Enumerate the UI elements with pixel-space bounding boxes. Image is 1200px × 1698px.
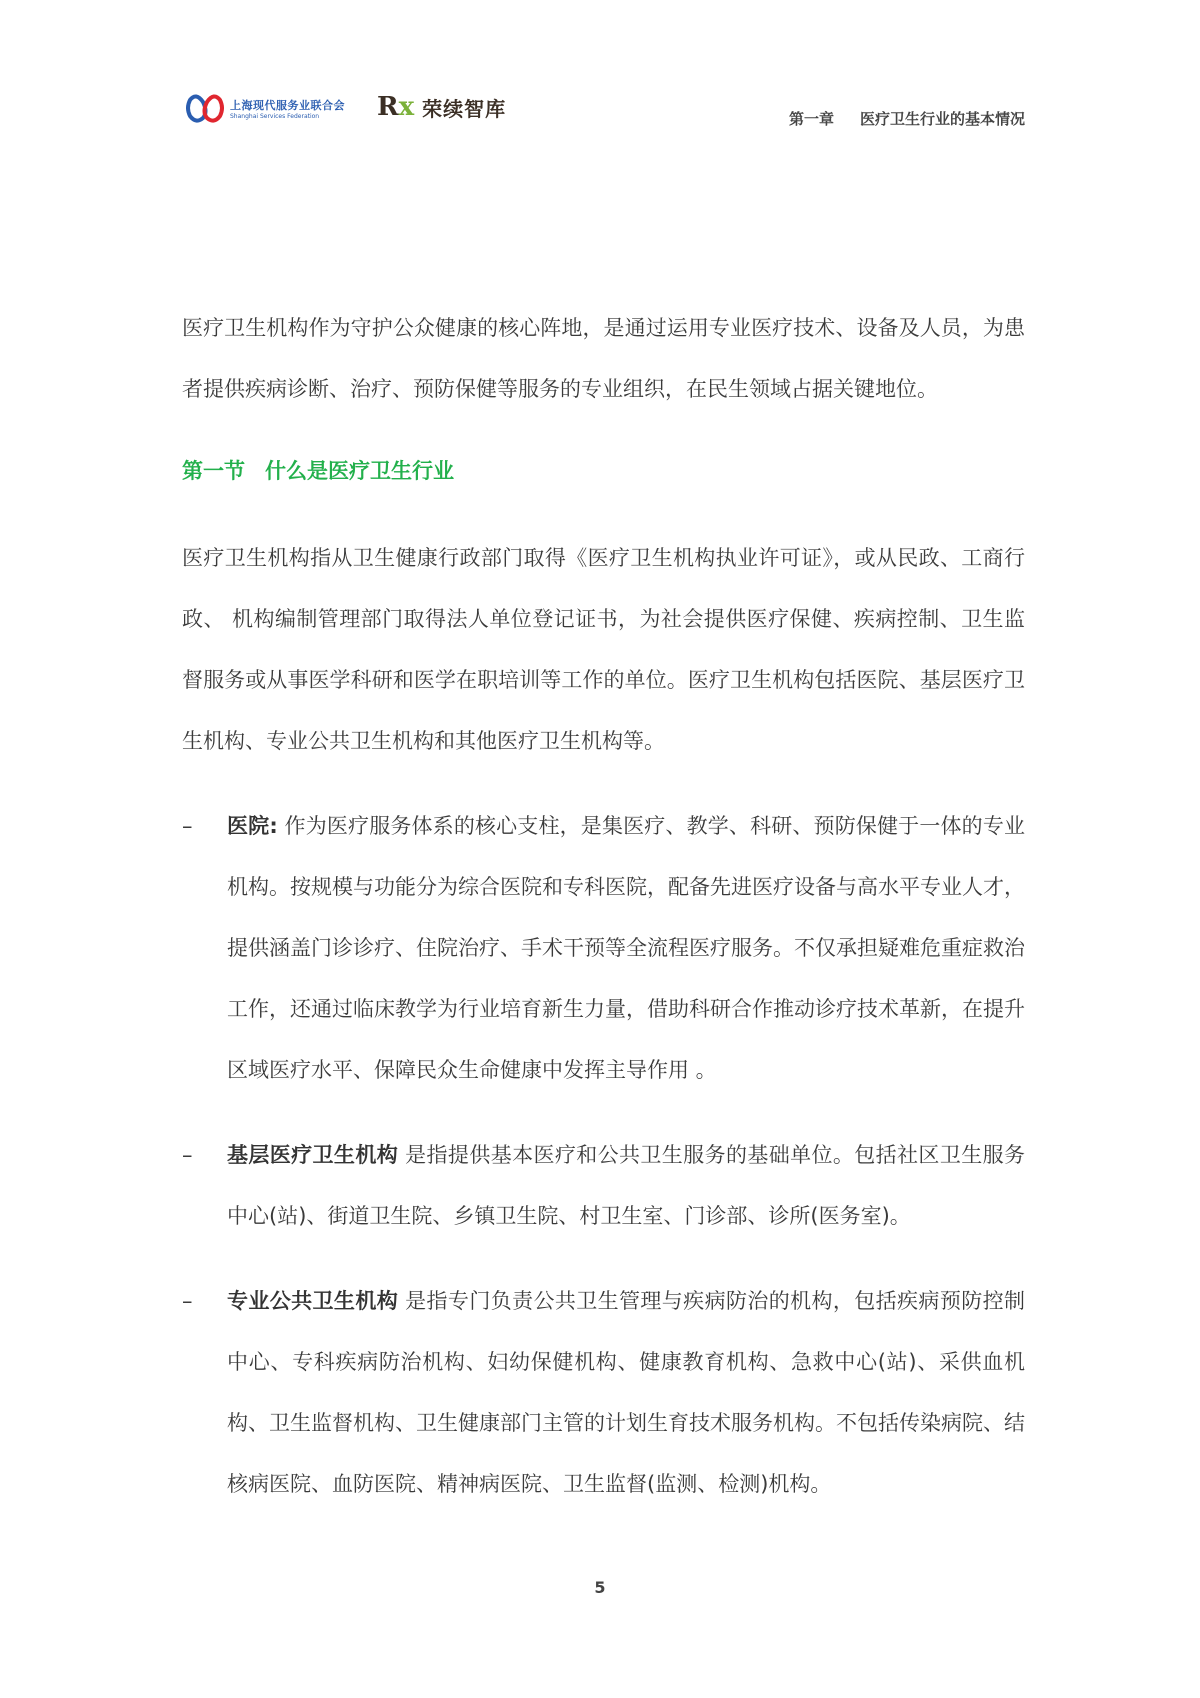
list-item (182, 796, 1025, 1101)
bullet-term: 基层医疗卫生机构 (227, 1143, 399, 1167)
bullet-text: 作为医疗服务体系的核心支柱，是集医疗、教学、科研、预防保健于一体的专业机构。按规模与功能分为综合医院和专科医院，配备先进医疗设备与高水平专业人才，提供涵盖门诊诊疗、住院治疗、手术干预等全流程医疗服务。不仅承担疑难危重症救治工作，还通过临床教学为行业培育新生力量，借助科研合作推动诊疗技术革新，在提升区域医疗水平、保障民众生命健康中发挥主导作用 。 (227, 814, 1025, 1082)
rongxu-think-tank-logo (377, 92, 506, 122)
page-number: 5 (594, 1578, 606, 1597)
intro-paragraph: 医疗卫生机构作为守护公众健康的核心阵地，是通过运用专业医疗技术、设备及人员，为患者提供疾病诊断、治疗、预防保健等服务的专业组织，在民生领域占据关键地位。 (182, 316, 1025, 401)
running-header (789, 108, 1025, 129)
bullet-text: 是指专门负责公共卫生管理与疾病防治的机构，包括疾病预防控制中心、专科疾病防治机构、妇幼保健机构、健康教育机构、急救中心(站)、采供血机构、卫生监督机构、卫生健康部门主管的计划生育技术服务机构。不包括传染病院、结核病医院、血防医院、精神病医院、卫生监督(监测、检测)机构。 (227, 1289, 1025, 1496)
section-heading (182, 455, 454, 485)
bullet-dash: – (182, 814, 193, 838)
section-number: 第一节 (182, 459, 245, 483)
section-title: 什么是医疗卫生行业 (265, 459, 454, 483)
shanghai-services-federation-logo (186, 92, 345, 124)
federation-logo-icon (186, 92, 224, 124)
bullet-term: 专业公共卫生机构 (227, 1289, 399, 1313)
chapter-label: 第一章 (788, 110, 834, 128)
list-item (182, 1271, 1025, 1515)
list-item (182, 1125, 1025, 1247)
bullet-term: 医院: (227, 814, 278, 838)
logo2-cn-text: 荣续智库 (422, 96, 507, 121)
chapter-title: 医疗卫生行业的基本情况 (859, 110, 1025, 128)
rx-logo-icon: Rx (377, 92, 415, 122)
bullet-text: 是指提供基本医疗和公共卫生服务的基础单位。包括社区卫生服务中心(站)、街道卫生院、乡镇卫生院、村卫生室、门诊部、诊所(医务室)。 (227, 1143, 1025, 1228)
logo1-cn-text: 上海现代服务业联合会 (230, 98, 345, 112)
logo1-en-text: Shanghai Services Federation (230, 112, 320, 120)
definition-paragraph: 医疗卫生机构指从卫生健康行政部门取得《医疗卫生机构执业许可证》，或从民政、工商行政、 机构编制管理部门取得法人单位登记证书，为社会提供医疗保健、疾病控制、卫生监督服务或从事医学科研和医学在职培训等工作的单位。医疗卫生机构包括医院、基层医疗卫生机构、专业公共卫生机构和其他医疗卫生机构等。 (182, 546, 1025, 753)
bullet-dash: – (182, 1289, 193, 1313)
bullet-dash: – (182, 1143, 193, 1167)
